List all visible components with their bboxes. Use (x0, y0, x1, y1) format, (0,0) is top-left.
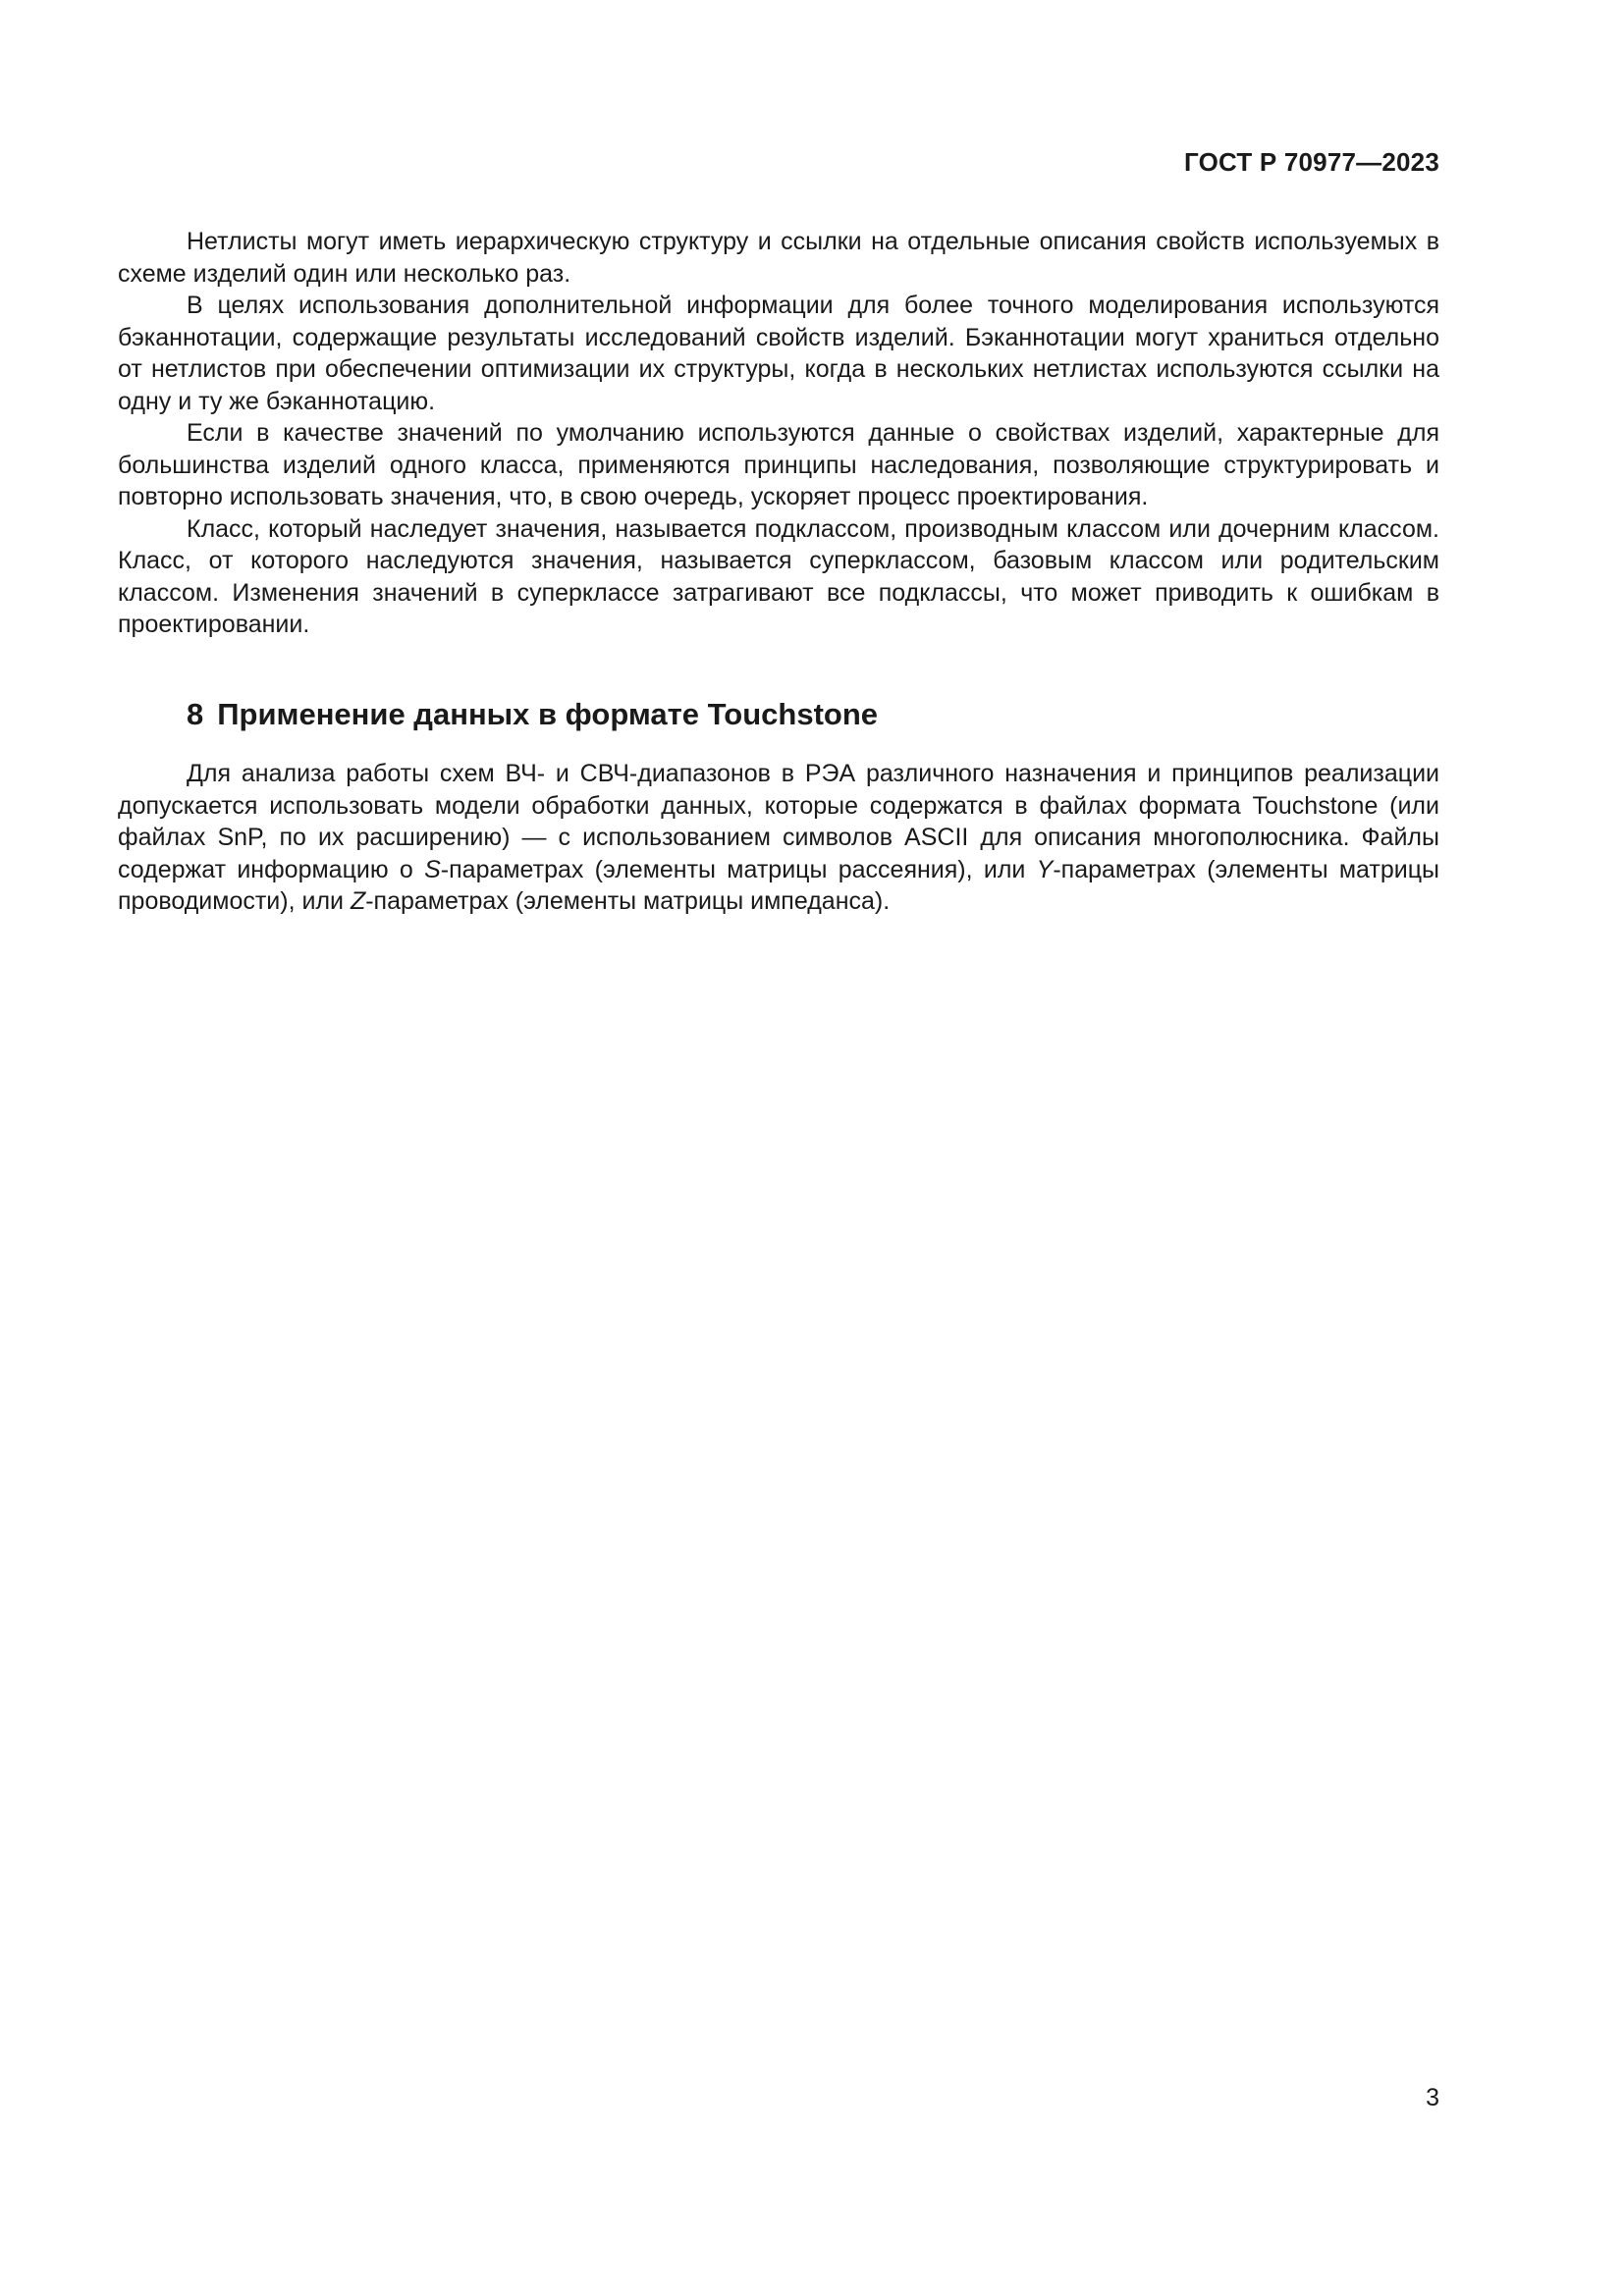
symbol-s: S (424, 855, 441, 883)
body-text-before-section (118, 226, 1439, 641)
document-code: ГОСТ Р 70977—2023 (1184, 147, 1439, 177)
page-number: 3 (1426, 2084, 1439, 2111)
text-run: Для анализа работы схем ВЧ- и СВЧ-диапазонов в РЭА различного назначения и принципов реализации допускается использовать модели обработки данных, которые содержатся в файлах формата Touchstone (или файлах SnP, по их расширению) — с использованием символов ASCII для описания многополюсника. Файлы содержат информацию о (118, 760, 1439, 883)
paragraph: Класс, который наследует значения, называется подклассом, производным классом или дочерним классом. Класс, от которого наследуются значения, называется суперклассом, базовым классом или родительским классом. Изменения значений в суперклассе затрагивают все подклассы, что может приводить к ошибкам в проектировании. (118, 514, 1439, 638)
paragraph: Нетлисты могут иметь иерархическую структуру и ссылки на отдельные описания свойств используемых в схеме изделий один или несколько раз. (118, 228, 1439, 288)
text-run: -параметрах (элементы матрицы проводимости), или (118, 855, 1439, 915)
text-run: -параметрах (элементы матрицы рассеяния), или (440, 855, 1037, 883)
section-body-text (118, 758, 1439, 918)
paragraph (118, 758, 1439, 918)
section-number: 8 (187, 697, 204, 731)
section-title: Применение данных в формате Touchstone (217, 697, 879, 731)
symbol-y: Y (1036, 855, 1054, 883)
paragraph: В целях использования дополнительной информации для более точного моделирования используются бэканнотации, содержащие результаты исследований свойств изделий. Бэканнотации могут храниться отдельно от нетлистов при обеспечении оптимизации их структуры, когда в нескольких нетлистах используются ссылки на одну и ту же бэканнотацию. (118, 292, 1439, 415)
paragraph: Если в качестве значений по умолчанию используются данные о свойствах изделий, характерные для большинства изделий одного класса, применяются принципы наследования, позволяющие структурировать и повторно использовать значения, что, в свою очередь, ускоряет процесс проектирования. (118, 419, 1439, 510)
text-run: -параметрах (элементы матрицы импеданса). (365, 887, 891, 915)
section-heading (187, 695, 878, 734)
symbol-z: Z (350, 887, 366, 915)
